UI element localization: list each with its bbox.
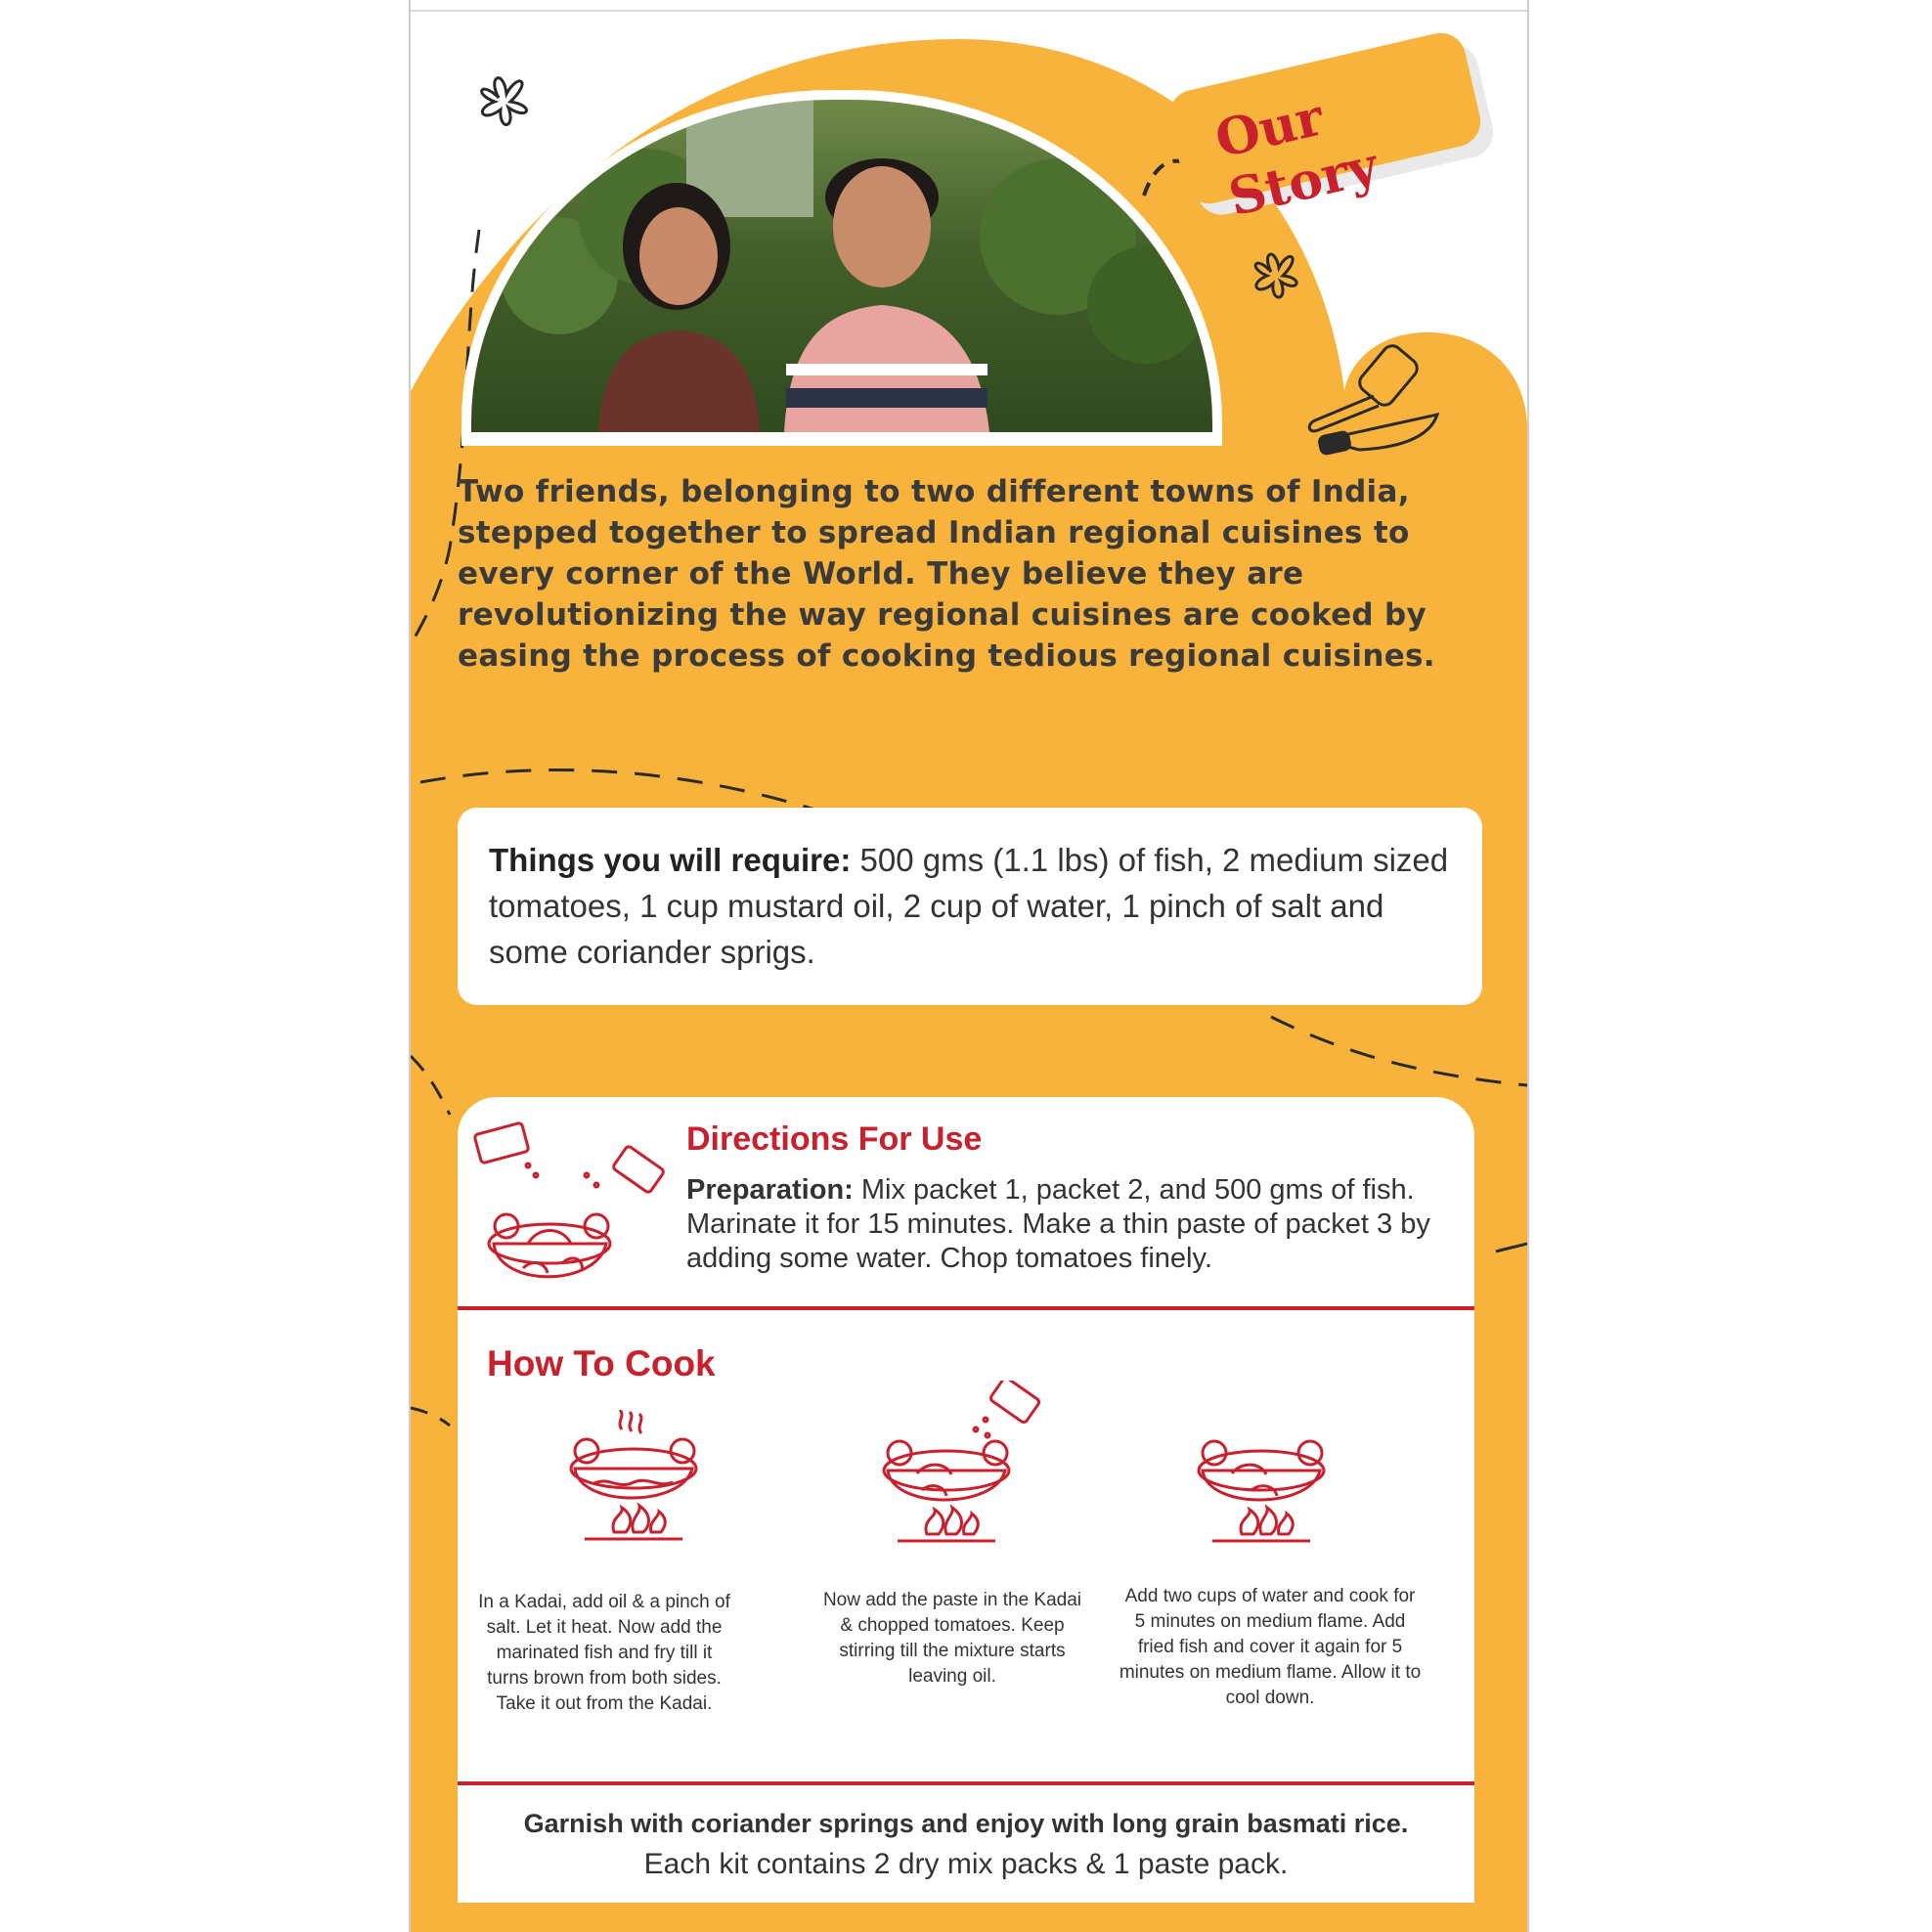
cook-step-3: Add two cups of water and cook for 5 minutes on medium flame. Add fried fish and cover it again for 5 minutes on medium flame. Allow it to cool down.: [1119, 1586, 1422, 1708]
requirements-text: [489, 837, 1457, 975]
cook-step-1: In a Kadai, add oil & a pinch of salt. Let it heat. Now add the marinated fish and fry till it turns brown from both sides. Take it out from the Kadai.: [478, 1592, 730, 1714]
flower-icon: [1255, 254, 1296, 297]
flower-icon: [482, 78, 527, 125]
garnish-text: Garnish with coriander springs and enjoy with long grain basmati rice.: [523, 1809, 1409, 1838]
preparation-label: Preparation:: [686, 1174, 854, 1206]
requirements-body: 500 gms (1.1 lbs) of fish, 2 medium sized tomatoes, 1 cup mustard oil, 2 cup of water, 1 pinch of salt and some coriander sprigs.: [489, 842, 1449, 970]
kadai-flame-icon: [565, 1410, 712, 1557]
kadai-flame-icon: [1193, 1420, 1339, 1566]
spatula-knife-icon: [1309, 342, 1437, 455]
kit-contents-text: Each kit contains 2 dry mix packs & 1 paste pack.: [643, 1848, 1289, 1880]
directions-title: Directions For Use: [686, 1120, 983, 1158]
how-to-cook-title: How To Cook: [487, 1343, 716, 1383]
spice-bowl-icon: [469, 1117, 665, 1312]
cook-step-2: Now add the paste in the Kadai & chopped tomatoes. Keep stirring till the mixture starts leaving oil.: [822, 1590, 1082, 1687]
kadai-flame-icon: [878, 1381, 1054, 1557]
requirements-card: [458, 808, 1482, 1005]
our-story-title: Our Story: [1209, 87, 1383, 229]
directions-card: [458, 1097, 1474, 1903]
preparation-body: Mix packet 1, packet 2, and 500 gms of fish. Marinate it for 15 minutes. Make a thin paste of packet 3 by adding some water. Chop tomatoes finely.: [686, 1174, 1430, 1274]
preparation-text: [686, 1173, 1459, 1276]
divider: [458, 1306, 1474, 1310]
story-paragraph: Two friends, belonging to two different towns of India, stepped together to spread Indian regional cuisines to every corner of the World. They believe they are revolutionizing the way regional cuisines are cooked by easing the process of cooking tedious regional cuisines.: [458, 474, 1435, 674]
requirements-label: Things you will require:: [489, 842, 852, 878]
divider: [458, 1781, 1474, 1785]
